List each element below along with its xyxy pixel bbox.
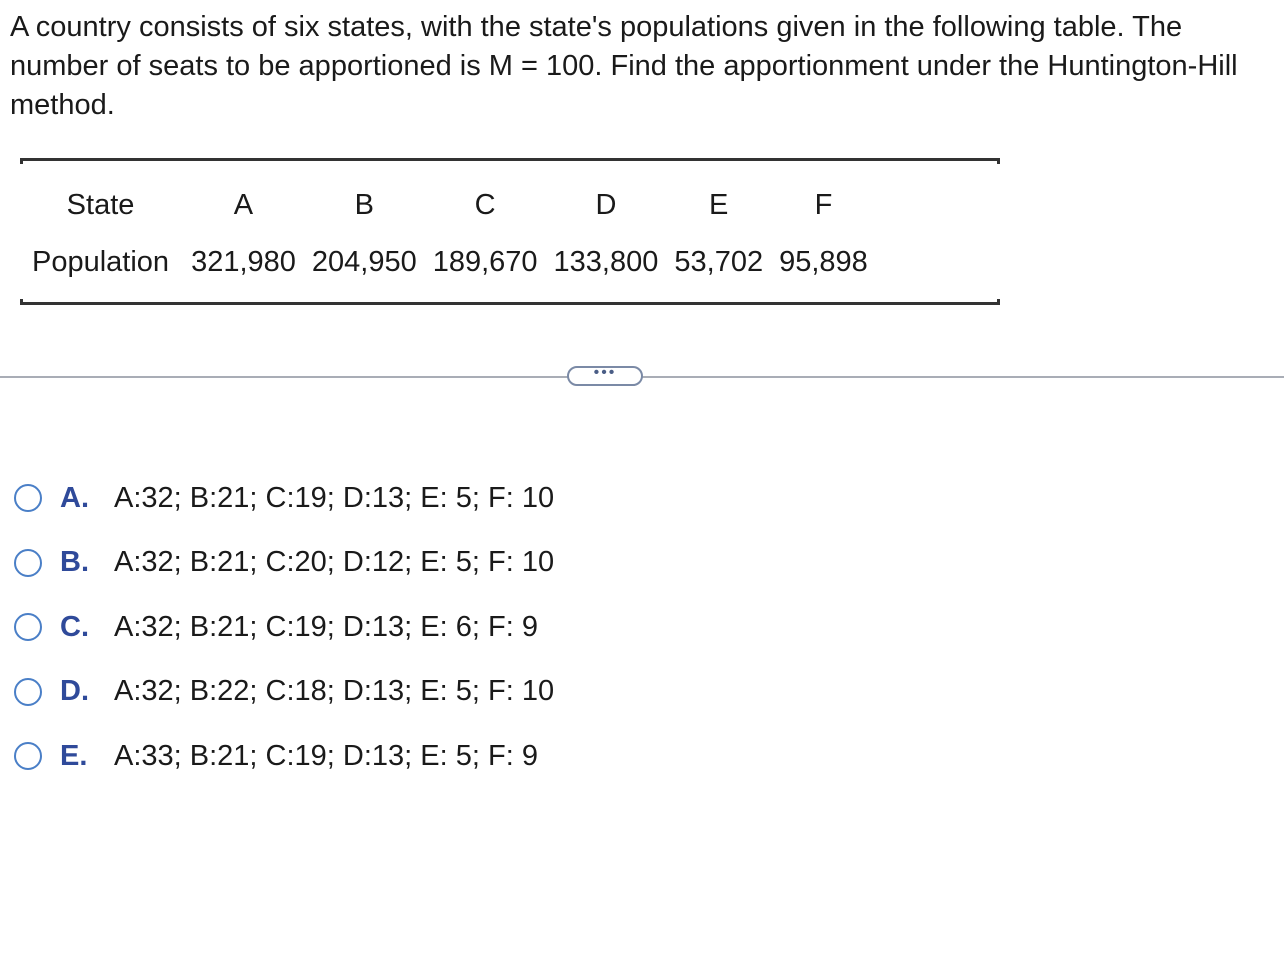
option-b[interactable] [14, 531, 554, 596]
option-letter: A. [60, 481, 89, 514]
state-name-cell: F [814, 188, 833, 221]
table-corner-tick [997, 158, 1000, 164]
state-name-cell: A [233, 188, 254, 221]
population-cell: 189,670 [432, 245, 538, 278]
population-row [26, 230, 876, 294]
table-corner-tick [997, 299, 1000, 305]
table-top-rule [20, 158, 1000, 161]
option-text: A:32; B:21; C:20; D:12; E: 5; F: 10 [114, 546, 555, 579]
state-name-cell: D [595, 188, 617, 221]
state-row-header: State [66, 188, 135, 221]
state-name-cell: E [709, 188, 729, 221]
radio-button-icon[interactable] [14, 484, 42, 512]
answer-options [14, 466, 554, 789]
population-table [20, 158, 1000, 305]
more-options-button[interactable]: ••• [567, 366, 643, 386]
population-grid [26, 180, 876, 294]
state-row [26, 180, 876, 230]
population-cell: 204,950 [311, 245, 417, 278]
radio-button-icon[interactable] [14, 742, 42, 770]
option-text: A:32; B:21; C:19; D:13; E: 6; F: 9 [114, 610, 538, 643]
option-d[interactable] [14, 660, 554, 725]
state-name-cell: C [474, 188, 496, 221]
radio-button-icon[interactable] [14, 613, 42, 641]
population-cell: 53,702 [674, 245, 764, 278]
state-name-cell: B [354, 188, 374, 221]
question-text: A country consists of six states, with the state's populations given in the following table. The number of seats to be apportioned is M = 100. Find the apportionment under the Huntington-Hill method. [10, 11, 1238, 121]
population-row-header: Population [32, 245, 170, 278]
option-e[interactable] [14, 724, 554, 789]
option-text: A:32; B:21; C:19; D:13; E: 5; F: 10 [114, 481, 555, 514]
option-letter: C. [60, 610, 89, 643]
table-corner-tick [20, 299, 23, 305]
option-text: A:32; B:22; C:18; D:13; E: 5; F: 10 [114, 675, 555, 708]
population-cell: 133,800 [553, 245, 659, 278]
option-letter: D. [60, 675, 89, 708]
radio-button-icon[interactable] [14, 678, 42, 706]
option-letter: E. [60, 739, 88, 772]
option-a[interactable] [14, 466, 554, 531]
radio-button-icon[interactable] [14, 549, 42, 577]
population-cell: 321,980 [191, 245, 296, 278]
option-text: A:33; B:21; C:19; D:13; E: 5; F: 9 [114, 739, 538, 772]
option-letter: B. [60, 546, 89, 579]
table-bottom-rule [20, 302, 1000, 305]
option-c[interactable] [14, 595, 554, 660]
table-corner-tick [20, 158, 23, 164]
population-cell: 95,898 [779, 245, 868, 278]
